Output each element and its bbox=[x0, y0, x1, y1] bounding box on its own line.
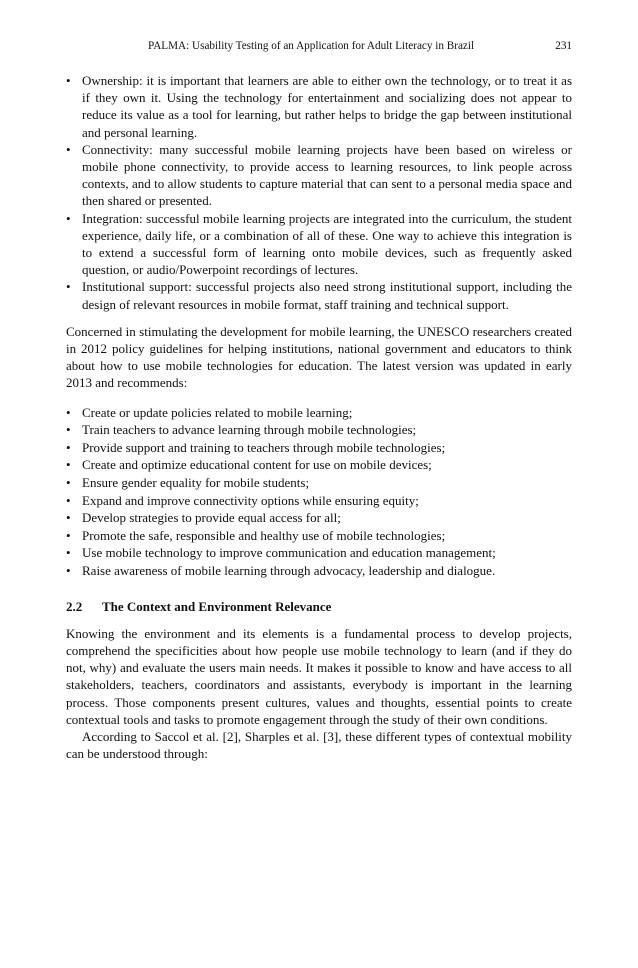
running-title: PALMA: Usability Testing of an Application for Adult Literacy in Brazil bbox=[148, 40, 475, 52]
list-item: • Expand and improve connectivity options while ensuring equity; bbox=[66, 492, 572, 510]
section-number: 2.2 bbox=[66, 598, 83, 614]
list-item: • Ownership: it is important that learners are able to either own the technology, or to treat it as if they own it. Using the technology for entertainment and socializing does not appear to reduce its value as a tool for learning, but rather helps to bridge the gap between institutional and personal learning. bbox=[66, 72, 572, 141]
list-item: • Train teachers to advance learning through mobile technologies; bbox=[66, 421, 572, 439]
page-body bbox=[66, 72, 572, 762]
paragraph-context: Knowing the environment and its elements is a fundamental process to develop projects, comprehend the specificities about how people use mobile technology to learn (and if they do not, why) and evaluate the users main needs. It makes it possible to know and have access to all stakeholders, teachers, coordinators and assistants, everybody is important in the learning process. Those components present cultures, values and thoughts, essential points to create contextual tools and tasks to promote engagement through the study of their own conditions. bbox=[66, 625, 572, 727]
section-heading bbox=[66, 598, 572, 615]
list-item: • Create or update policies related to mobile learning; bbox=[66, 404, 572, 422]
success-factors-list bbox=[66, 72, 572, 313]
list-item: • Raise awareness of mobile learning through advocacy, leadership and dialogue. bbox=[66, 562, 572, 580]
list-item: • Institutional support: successful projects also need strong institutional support, including the design of relevant resources in mobile format, staff training and technical support. bbox=[66, 278, 572, 312]
recommendations-list bbox=[66, 404, 572, 580]
list-item: • Create and optimize educational content for use on mobile devices; bbox=[66, 456, 572, 474]
paragraph-saccol: According to Saccol et al. [2], Sharples et al. [3], these different types of contextual mobility can be understood through: bbox=[66, 729, 572, 762]
paragraph-unesco: Concerned in stimulating the development for mobile learning, the UNESCO researchers created in 2012 policy guidelines for helping institutions, national government and educators to think about how to use mobile technologies for education. The latest version was updated in early 2013 and recommends: bbox=[66, 323, 572, 391]
section-title: The Context and Environment Relevance bbox=[102, 598, 332, 614]
page-number: 231 bbox=[555, 40, 572, 52]
list-item: • Use mobile technology to improve communication and education management; bbox=[66, 544, 572, 562]
list-item: • Provide support and training to teachers through mobile technologies; bbox=[66, 439, 572, 457]
list-item: • Connectivity: many successful mobile learning projects have been based on wireless or mobile phone connectivity, to provide access to learning resources, to link people across contexts, and to allow students to capture material that can sent to a personal media space and then shared or presented. bbox=[66, 141, 572, 210]
list-item: • Promote the safe, responsible and healthy use of mobile technologies; bbox=[66, 527, 572, 545]
list-item: • Develop strategies to provide equal access for all; bbox=[66, 509, 572, 527]
list-item: • Ensure gender equality for mobile students; bbox=[66, 474, 572, 492]
list-item: • Integration: successful mobile learning projects are integrated into the curriculum, the student experience, daily life, or a combination of all of these. One way to achieve this integration is to extend a successful form of learning onto mobile devices, such as frequently asked question, or audio/Powerpoint recordings of lectures. bbox=[66, 210, 572, 279]
